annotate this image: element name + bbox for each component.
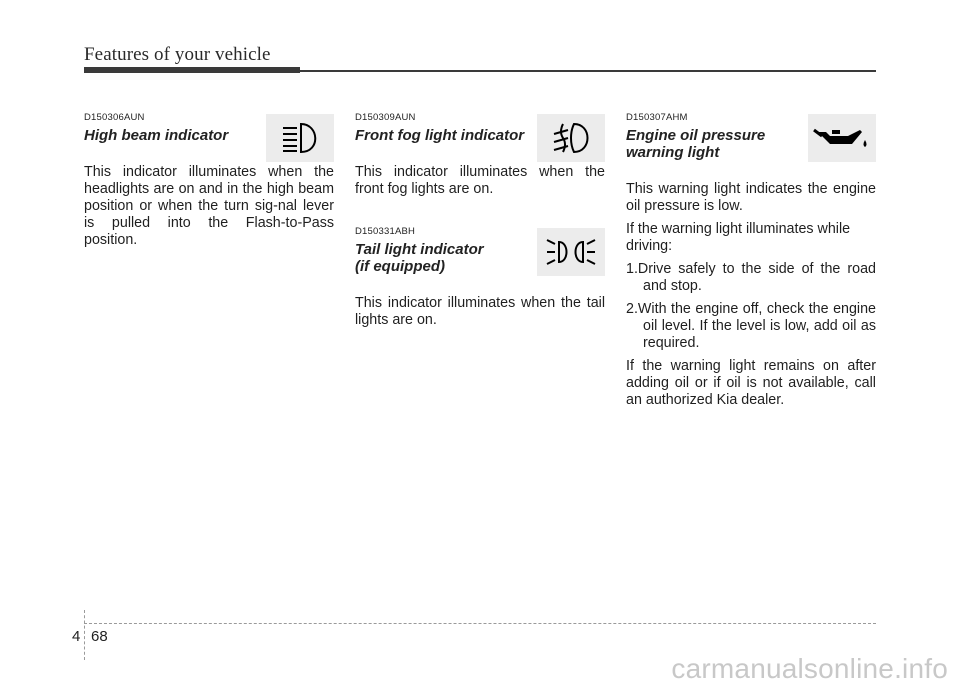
oil-can-icon bbox=[808, 114, 876, 162]
heading-line: Tail light indicator bbox=[355, 241, 484, 258]
watermark: carmanualsonline.info bbox=[671, 653, 948, 684]
section-body bbox=[626, 181, 876, 409]
section-heading: High beam indicator bbox=[84, 127, 229, 144]
section-body bbox=[84, 164, 334, 249]
section-body bbox=[355, 295, 605, 329]
column-lights bbox=[355, 112, 605, 335]
section-body bbox=[355, 164, 605, 198]
header-rule-thin bbox=[300, 70, 876, 72]
section-front-fog bbox=[355, 112, 605, 198]
section-code: D150331ABH bbox=[355, 226, 416, 237]
body-paragraph: This indicator illuminates when the front fog lights are on. bbox=[355, 164, 605, 197]
heading-line: Engine oil pressure bbox=[626, 127, 766, 144]
body-paragraph: If the warning light remains on after adding oil or if oil is not available, call an authorized Kia dealer. bbox=[626, 358, 876, 408]
procedure-step: 1.Drive safely to the side of the road and stop. bbox=[626, 261, 876, 294]
section-tail-light bbox=[355, 226, 605, 329]
tail-light-icon bbox=[537, 228, 605, 276]
body-paragraph: This indicator illuminates when the headlights are on and in the high beam position or when the turn sig-nal lever is pulled into the Flash-to-Pass position. bbox=[84, 164, 334, 248]
column-oil-pressure bbox=[626, 112, 876, 415]
section-oil-pressure bbox=[626, 112, 876, 409]
section-code: D150306AUN bbox=[84, 112, 145, 123]
front-fog-light-icon bbox=[537, 114, 605, 162]
heading-line: (if equipped) bbox=[355, 258, 445, 275]
footer-divider bbox=[84, 610, 86, 660]
chapter-number: 4 bbox=[72, 628, 81, 645]
column-high-beam bbox=[84, 112, 334, 255]
high-beam-icon bbox=[266, 114, 334, 162]
section-heading bbox=[626, 127, 796, 161]
body-paragraph: If the warning light illuminates while driving: bbox=[626, 221, 851, 254]
section-code: D150307AHM bbox=[626, 112, 688, 123]
page-header-title: Features of your vehicle bbox=[84, 44, 271, 65]
page-number: 68 bbox=[91, 628, 108, 645]
header-rule-thick bbox=[84, 67, 300, 73]
procedure-step: 2.With the engine off, check the engine oil level. If the level is low, add oil as required. bbox=[626, 301, 876, 351]
section-heading bbox=[355, 241, 525, 275]
section-high-beam bbox=[84, 112, 334, 249]
footer-rule bbox=[84, 623, 876, 625]
section-code: D150309AUN bbox=[355, 112, 416, 123]
body-paragraph: This indicator illuminates when the tail lights are on. bbox=[355, 295, 605, 328]
section-heading: Front fog light indicator bbox=[355, 127, 525, 144]
body-paragraph: This warning light indicates the engine oil pressure is low. bbox=[626, 181, 876, 214]
heading-line: warning light bbox=[626, 144, 720, 161]
